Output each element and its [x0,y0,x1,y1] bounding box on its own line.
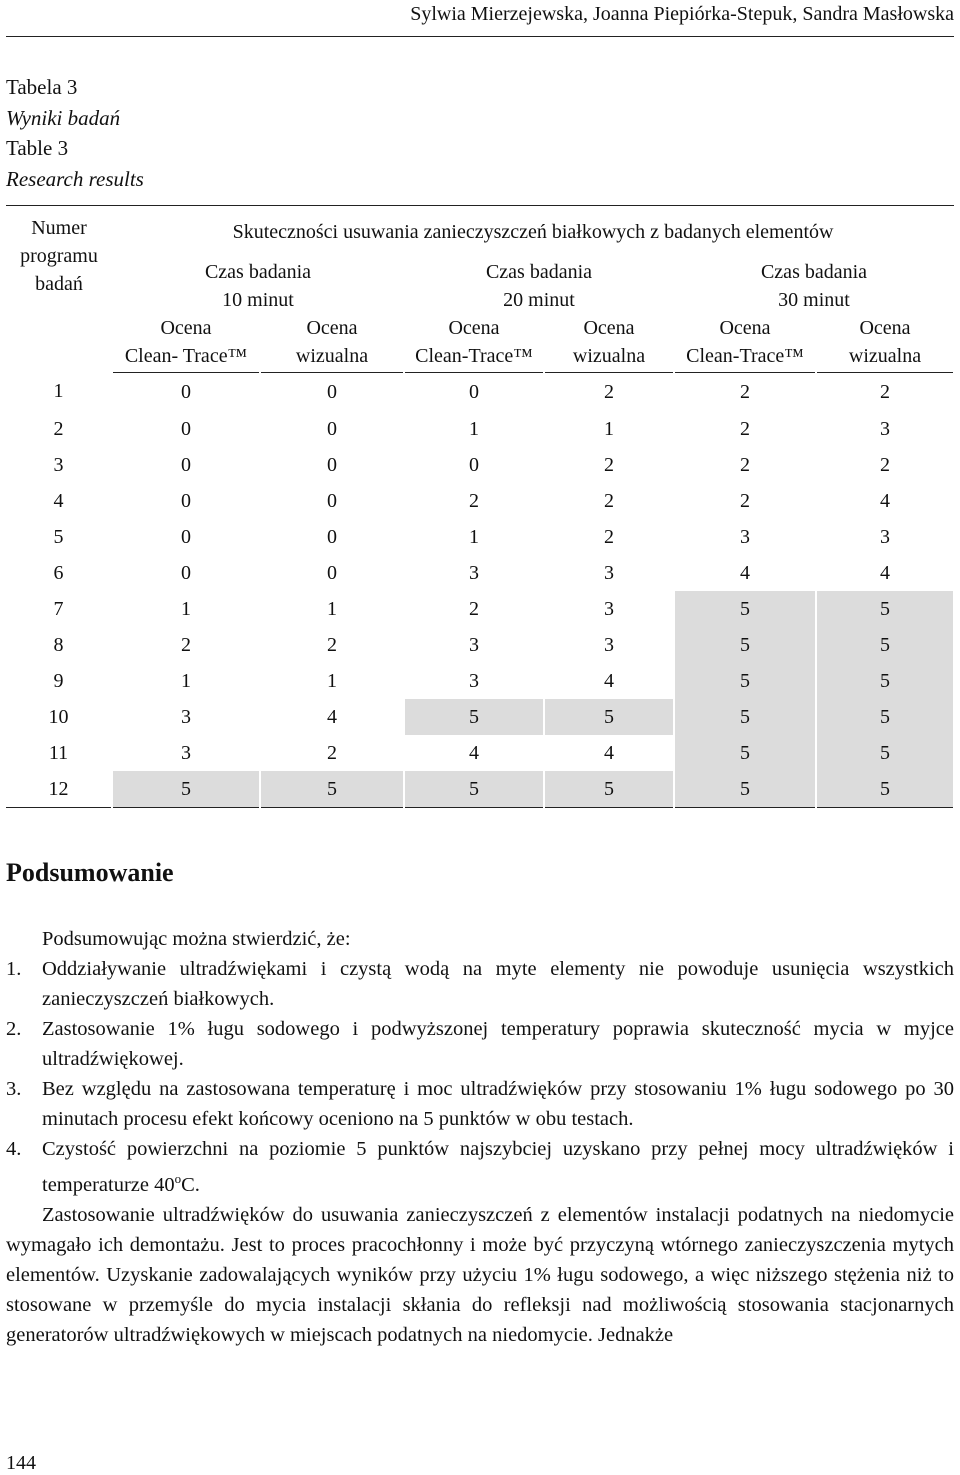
score-cell: 2 [544,483,674,519]
caption-label-en: Table 3 [6,136,69,160]
score-cell: 5 [674,591,816,627]
page-number: 144 [6,1452,36,1474]
score-cell: 5 [260,771,404,808]
score-cell: 5 [674,735,816,771]
score-cell: 1 [544,411,674,447]
score-cell: 2 [816,373,954,412]
score-cell: 5 [544,771,674,808]
score-cell: 3 [112,699,260,735]
score-cell: 5 [112,771,260,808]
score-cell: 3 [112,735,260,771]
program-number-cell: 1 [6,373,112,412]
conclusion-item: 4. Czystość powierzchni na poziomie 5 punktów najszybciej uzyskano przy pełnej mocy ultradźwięków i temperaturze 40$^o$C. [6,1138,954,1196]
score-cell: 2 [816,447,954,483]
score-cell: 0 [404,447,544,483]
time-header-30: Czas badania 30 minut [760,261,868,311]
program-number-cell: 4 [6,483,112,519]
score-cell: 0 [404,373,544,412]
program-number-cell: 5 [6,519,112,555]
score-cell: 5 [674,699,816,735]
score-cell: 5 [816,663,954,699]
score-cell: 5 [816,735,954,771]
score-cell: 4 [816,555,954,591]
summary-paragraph: Zastosowanie ultradźwięków do usuwania zanieczyszczeń z elementów instalacji podatnych na niedomycie wymagało ich demontażu. Jest to proces pracochłonny i może być przyczyną wtórnego zanieczyszczenia mytych elementów. Uzyskanie zadowalających wyników przy użyciu 1% ługu sodowego, a więc niższego stężenia niż to stosowane w przemyśle do mycia instalacji skłania do refleksji nad możliwością stosowania stacjonarnych generatorów ultradźwiękowych w miejscach podatnych na niedomycie. Jednakże [6,1203,954,1346]
score-cell: 1 [112,591,260,627]
score-cell: 2 [674,373,816,412]
program-number-cell: 8 [6,627,112,663]
score-cell: 2 [674,483,816,519]
running-header-authors: Sylwia Mierzejewska, Joanna Piepiórka-Stepuk, Sandra Masłowska [410,3,954,25]
score-cell: 5 [674,627,816,663]
table-row [6,663,954,699]
score-cell: 3 [404,555,544,591]
score-cell: 3 [816,519,954,555]
program-number-cell: 9 [6,663,112,699]
time-header-10: Czas badania 10 minut [204,261,312,311]
score-cell: 4 [816,483,954,519]
score-cell: 2 [112,627,260,663]
table-row [6,373,954,412]
score-cell: 0 [260,555,404,591]
table-row [6,591,954,627]
score-cell: 0 [260,519,404,555]
score-cell: 4 [544,735,674,771]
table-row [6,519,954,555]
score-cell: 1 [112,663,260,699]
score-cell: 2 [260,627,404,663]
score-cell: 5 [816,591,954,627]
score-cell: 2 [544,373,674,412]
table-row [6,555,954,591]
score-cell: 0 [260,373,404,412]
score-cell: 0 [112,519,260,555]
score-cell: 5 [404,699,544,735]
subheader-visual-30: Ocena wizualna [816,314,954,373]
score-cell: 1 [404,411,544,447]
subheader-clean-trace-20: Ocena Clean-Trace™ [404,314,544,373]
program-number-cell: 12 [6,771,112,808]
score-cell: 1 [260,591,404,627]
score-cell: 5 [816,699,954,735]
table-row [6,483,954,519]
conclusions-list [6,954,954,1200]
conclusion-item: 3. Bez względu na zastosowana temperaturę i moc ultradźwięków przy stosowaniu 1% ługu sodowego po 30 minutach procesu efekt końcowy oceniono na 5 punktów w obu testach. [6,1078,954,1130]
table-row [6,771,954,808]
summary-intro: Podsumowując można stwierdzić, że: [42,928,351,950]
time-header-20: Czas badania 20 minut [485,261,593,311]
score-cell: 0 [260,483,404,519]
score-cell: 3 [674,519,816,555]
score-cell: 4 [260,699,404,735]
table-row [6,447,954,483]
program-number-cell: 11 [6,735,112,771]
score-cell: 2 [404,591,544,627]
conclusion-item: 1. Oddziaływanie ultradźwiękami i czystą wodą na myte elementy nie powoduje usunięcia wszystkich zanieczyszczeń białkowych. [6,958,954,1010]
group-header: Skuteczności usuwania zanieczyszczeń białkowych z badanych elementów [112,206,954,255]
score-cell: 4 [404,735,544,771]
score-cell: 4 [674,555,816,591]
results-table [6,205,955,808]
table-row [6,699,954,735]
score-cell: 5 [674,771,816,808]
subheader-visual-20: Ocena wizualna [544,314,674,373]
score-cell: 3 [544,591,674,627]
score-cell: 0 [112,447,260,483]
program-number-cell: 7 [6,591,112,627]
score-cell: 0 [112,483,260,519]
score-cell: 0 [112,555,260,591]
score-cell: 2 [260,735,404,771]
caption-title-pl: Wyniki badań [6,105,121,130]
score-cell: 4 [544,663,674,699]
score-cell: 3 [544,555,674,591]
score-cell: 5 [674,663,816,699]
score-cell: 5 [816,771,954,808]
table-row [6,735,954,771]
table-caption [6,72,144,194]
summary-section [6,924,954,1350]
score-cell: 3 [544,627,674,663]
score-cell: 1 [404,519,544,555]
program-number-header: Numer programu badań [6,206,112,373]
score-cell: 3 [816,411,954,447]
caption-title-en: Research results [6,166,144,191]
table-row [6,411,954,447]
score-cell: 2 [544,447,674,483]
score-cell: 1 [260,663,404,699]
score-cell: 2 [404,483,544,519]
program-number-cell: 3 [6,447,112,483]
score-cell: 5 [544,699,674,735]
subheader-clean-trace-30: Ocena Clean-Trace™ [674,314,816,373]
program-number-cell: 10 [6,699,112,735]
score-cell: 5 [816,627,954,663]
score-cell: 3 [404,663,544,699]
caption-label-pl: Tabela 3 [6,75,78,99]
score-cell: 3 [404,627,544,663]
program-number-cell: 2 [6,411,112,447]
score-cell: 2 [544,519,674,555]
header-divider [6,36,954,37]
table-row [6,627,954,663]
score-cell: 0 [260,411,404,447]
score-cell: 0 [260,447,404,483]
subheader-clean-trace-10: Ocena Clean- Trace™ [112,314,260,373]
score-cell: 2 [674,411,816,447]
score-cell: 5 [404,771,544,808]
score-cell: 0 [112,411,260,447]
subheader-visual-10: Ocena wizualna [260,314,404,373]
score-cell: 0 [112,373,260,412]
section-title: Podsumowanie [6,858,174,887]
conclusion-item: 2. Zastosowanie 1% ługu sodowego i podwyższonej temperatury poprawia skuteczność mycia w myjce ultradźwiękowej. [6,1018,954,1070]
program-number-cell: 6 [6,555,112,591]
results-table-body [6,373,954,808]
score-cell: 2 [674,447,816,483]
